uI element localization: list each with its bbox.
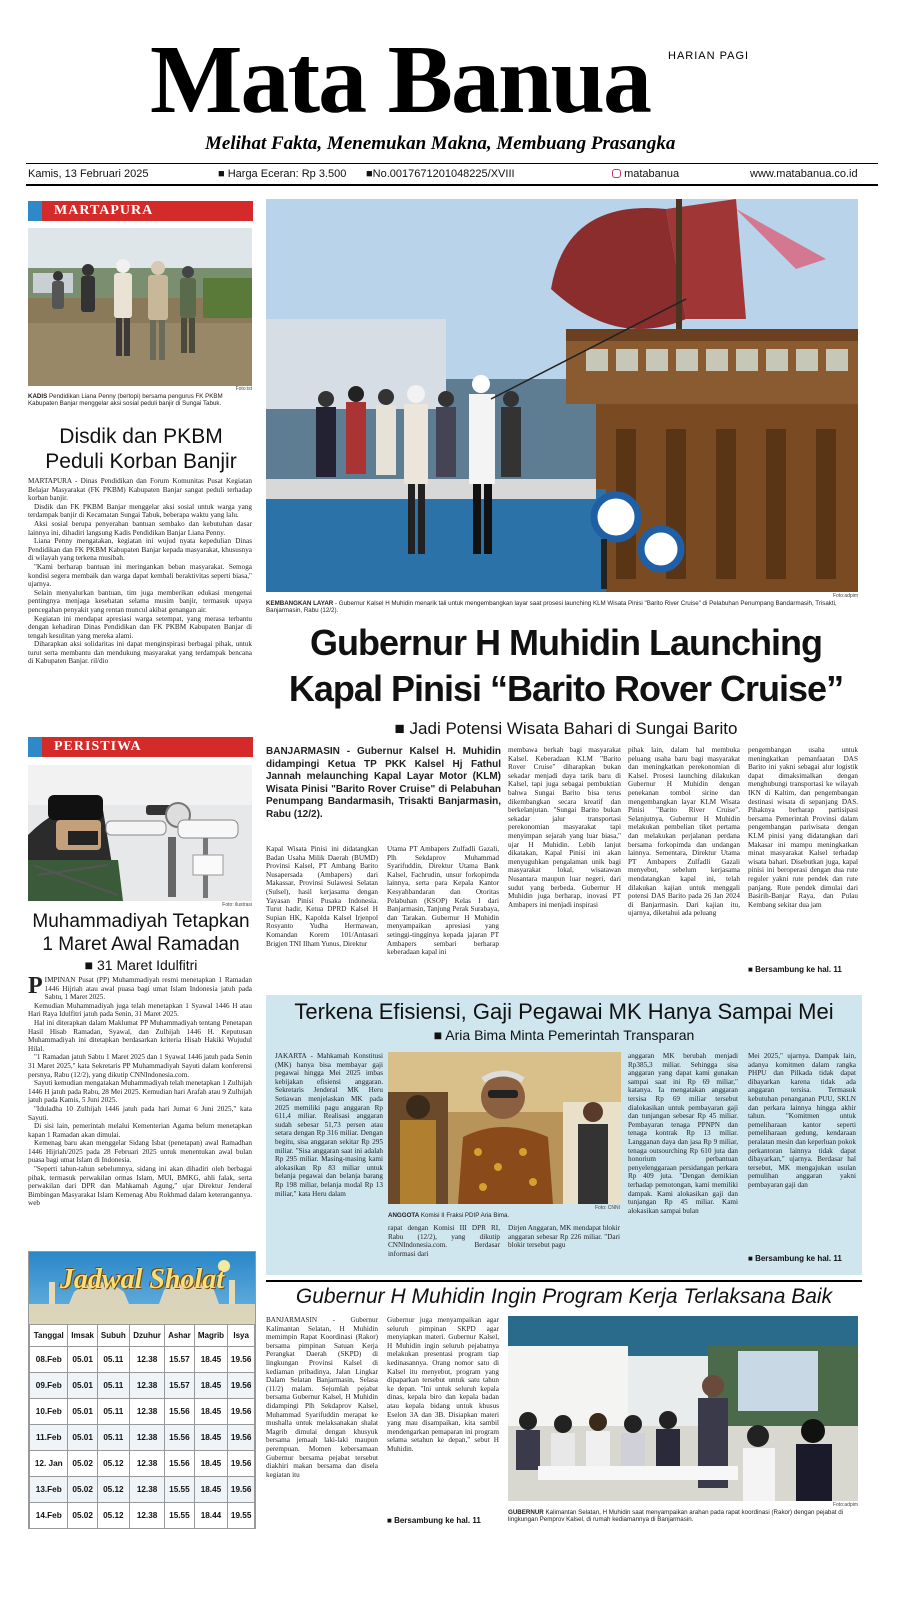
time-cell: 05.12 — [97, 1451, 129, 1477]
column-header: Magrib — [194, 1325, 228, 1347]
time-cell: 19.56 — [228, 1477, 255, 1503]
table-row — [30, 1399, 255, 1425]
subhead-text: 31 Maret Idulfitri — [96, 957, 198, 973]
date-cell: 09.Feb — [30, 1373, 68, 1399]
issue-number-label: No.0017671201048225/XVIII — [372, 168, 515, 180]
table-row — [30, 1425, 255, 1451]
section-label: PERISTIWA — [54, 739, 142, 754]
article-column: anggaran MK berubah menjadi Rp385,3 miliar. Sehingga sisa anggaran yang dapat kami gunakan sampai saat ini Rp 69 miliar," katanya. Ia mengatakan anggaran tersisa Rp 69 miliar tersebut dialokasikan untuk pembayaran gaji dan tunjangan sebesar Rp 45 miliar. Pembayaran tenaga PPNPN dan tenaga kontrak Rp 13 miliar. Langganan daya dan jasa Rp 9 miliar, tenaga outsourching Rp 610 juta dan honorium perbantuan penyelenggaraan persidangan perkara Rp 409 juta. "Dengan demikian terhadap pemotongan, kami memiliki dampak. Kami alokasikan gaji dan tunjangan Rp 45 miliar. Kami alokasikan sampai bulan — [628, 1052, 738, 1215]
time-cell: 18.45 — [194, 1373, 228, 1399]
paragraph: Kemenag baru akan menggelar Sidang Isbat (penetapan) awal Ramadhan 1446 Hijriah/2025 pada 28 Februari 2025 untuk menentukan awal bulan puasa bagi umat Islam di Indonesia. — [28, 1139, 252, 1165]
time-cell: 05.02 — [68, 1503, 97, 1529]
masthead — [0, 0, 904, 190]
table-header-row — [30, 1325, 255, 1347]
time-cell: 15.55 — [165, 1477, 194, 1503]
photo-credit: Foto: ilustrasi — [222, 902, 252, 908]
column-header: Imsak — [68, 1325, 97, 1347]
time-cell: 19.56 — [228, 1451, 255, 1477]
caption-text: Kalimantan Selatan, H Muhidin saat menyampaikan arahan pada rapat koordinasi (Rakor) dengan pejabat di lingkungan Pemprov Kalsel, di rumah kediamannya di Banjarmasin. — [508, 1509, 844, 1524]
time-cell: 19.55 — [228, 1503, 255, 1529]
aria-bima-photo — [388, 1052, 621, 1204]
paragraph: "Iduladha 10 Zulhijah 1446 jatuh pada hari Jumat 6 Juni 2025," kata Sayuti. — [28, 1104, 252, 1122]
time-cell: 05.01 — [68, 1373, 97, 1399]
paragraph: Kemudian Muhammadiyah juga telah menetapkan 1 Syawal 1446 H atau Hari Raya Idulfitri jatuh pada Senin, 31 Maret 2025. — [28, 1001, 252, 1019]
photo-credit: Foto:adpim — [832, 1502, 858, 1508]
date-cell: 13.Feb — [30, 1477, 68, 1503]
article-subhead — [266, 1027, 862, 1043]
square-icon: ■ — [366, 168, 373, 180]
column-header: Isya — [228, 1325, 255, 1347]
article-column: Dirjen Anggaran, MK mendapat blokir anggaran sebesar Rp 226 miliar. "Dari blokir tersebut pagu — [508, 1224, 620, 1250]
column-header: Subuh — [97, 1325, 129, 1347]
square-icon: ■ — [748, 1254, 753, 1263]
square-icon: ■ — [84, 957, 94, 973]
headline-line: Kapal Pinisi “Barito Rover Cruise” — [288, 668, 844, 709]
issue-date: Kamis, 13 Februari 2025 — [28, 168, 149, 180]
column-header: Ashar — [165, 1325, 194, 1347]
subhead-text: Aria Bima Minta Pemerintah Transparan — [445, 1027, 695, 1043]
article-column: BANJARMASIN - Gubernur Kalimantan Selatan, H Muhidin memimpin Rapat Koordinasi (Rakor) bersama pimpinan Satuan Kerja Perangkat Daerah (SKPD) di lingkungan Provinsi Kalsel di kediaman pribadinya, Jalan Lingkar Dalam Selatan Banjarmasin, Selasa (11/2) malam. Sejumlah pejabat bersama Gubernur Kalsel, H Muhidin didampingi Plh Sekdaprov Kalsel, Muhammad Syarifuddin merapat ke mushalla untuk melaksanakan shalat Magrib dimulai dengan khusyuk bersama jemaah laki-laki maupun perempuan. Momen kebersamaan Gubernur bersama pejabat tersebut diakhiri makan bersama dan disela kegiatan itu — [266, 1316, 378, 1479]
section-tag-peristiwa — [28, 737, 253, 757]
paragraph: Hal ini diterapkan dalam Maklumat PP Muhammadiyah tentang Penetapan Hasil Hisab Ramadan, Syawal, dan Zulhijah 1446 H. Keputusan Muhammadiyah ini ditetapkan berdasarkan kriteria Hisab Hakiki Wujudul Hilal. — [28, 1018, 252, 1053]
aria-bima-photo-art — [388, 1052, 621, 1204]
paragraph: Diharapkan aksi solidaritas ini dapat menginspirasi berbagai pihak, untuk turut serta membantu dan mendukung masyarakat yang terdampak bencana di Kabupaten Banjar. ril/dio — [28, 640, 252, 666]
article-body — [28, 477, 252, 732]
paragraph: Selain menyalurkan bantuan, tim juga memberikan edukasi mengenai pentingnya menjaga kesehatan selama musim banjir, termasuk upaya pencegahan penyakit yang rentan muncul akibat genangan air. — [28, 588, 252, 614]
continued-link[interactable] — [748, 1254, 842, 1263]
instagram-handle[interactable] — [612, 168, 679, 180]
time-cell: 15.55 — [165, 1503, 194, 1529]
price-label: Harga Eceran: Rp 3.500 — [227, 168, 347, 180]
date-cell: 10.Feb — [30, 1399, 68, 1425]
paragraph-text: IMPINAN Pusat (PP) Muhammadiyah resmi menetapkan 1 Ramadan 1446 Hijriah atau awal puasa bagi umat Islam Indonesia jatuh pada Sabtu, 1 Maret 2025. — [44, 976, 252, 1002]
paragraph: MARTAPURA - Dinas Pendidikan dan Forum Komunitas Pusat Kegiatan Belajar Masyarakat (FK PKBM) Kabupaten Banjar sangat peduli terhadap korban banjir. — [28, 477, 252, 503]
time-cell: 12.38 — [129, 1477, 164, 1503]
time-cell: 19.56 — [228, 1373, 255, 1399]
caption-lead: GUBERNUR — [508, 1509, 544, 1516]
time-cell: 15.57 — [165, 1347, 194, 1373]
article-column: membawa berkah bagi masyarakat Kalsel. Keberadaan KLM "Barito Rover Cruise" diharapkan bukan sekadar menjadi daya tarik baru di Kalsel, tapi juga sebagai pembuktian bahwa Sungai Barito bisa terus dikembangkan secara kreatif dan berkelanjutan. "Sungai Barito bukan sekadar jalur transportasi perekonomian masyarakat tapi menyimpan sejarah yang luar biasa," ujar H Muhidin. Lebih lanjut dikatakan, Kapal Pinisi ini akan menyuguhkan pengalaman unik bagi masyarakat lokal, wisatawan Nusantara maupun luar negeri, dari sudut yang berbeda. Gubernur H Muhidin juga berharap, inovasi PT Ambapers ini menjadi inspirasi — [508, 746, 621, 909]
date-cell: 11.Feb — [30, 1425, 68, 1451]
masthead-rule-top — [26, 163, 878, 164]
continued-link[interactable] — [748, 965, 842, 974]
article-headline: Terkena Efisiensi, Gaji Pegawai MK Hanya Sampai Mei — [294, 999, 834, 1024]
photo-credit: Foto:adpim — [832, 593, 858, 599]
column-header: Dzuhur — [129, 1325, 164, 1347]
paragraph: "Seperti tahun-tahun sebelumnya, sidang ini akan dihadiri oleh berbagai pihak, termasuk perwakilan ormas Islam, MUI, BMKG, ahli falak, serta perwakilan dari DPR dan Mahkamah Agung," ujar Direktur Jenderal Bimbingan Masyarakat Islam Kemenag Abu Rokhmad dalam keterangannya. web — [28, 1165, 252, 1208]
photo-caption — [266, 600, 858, 615]
pinisi-photo-art — [266, 199, 858, 592]
column-header: Tanggal — [30, 1325, 68, 1347]
caption-text: Pendidikan Liana Penny (bertopi) bersama pengurus FK PKBM Kabupaten Banjar menggelar aksi sosial peduli banjir di Sungai Tabuk. — [28, 393, 223, 408]
time-cell: 15.56 — [165, 1451, 194, 1477]
photo-caption — [28, 393, 252, 408]
time-cell: 15.56 — [165, 1399, 194, 1425]
flood-photo-art — [28, 228, 252, 386]
table-row — [30, 1477, 255, 1503]
section-label: MARTAPURA — [54, 203, 154, 218]
square-icon: ■ — [748, 965, 753, 974]
time-cell: 05.01 — [68, 1425, 97, 1451]
time-cell: 12.38 — [129, 1347, 164, 1373]
article-headline: Disdik dan PKBM Peduli Korban Banjir — [45, 425, 237, 473]
photo-credit: Foto:ist — [235, 386, 252, 392]
time-cell: 05.02 — [68, 1451, 97, 1477]
paragraph: "Kami berharap bantuan ini meringankan beban masyarakat. Semoga kondisi segera membaik dan warga dapat kembali beraktivitas seperti biasa," ujarnya. — [28, 562, 252, 589]
paragraph: Liana Penny mengatakan, kegiatan ini wujud nyata kepedulian Dinas Pendidikan dan FK PKBM Kabupaten Banjar kepada masyarakat, khususnya di wilayah yang terkena musibah. — [28, 537, 252, 563]
paragraph: "1 Ramadan jatuh Sabtu 1 Maret 2025 dan 1 Syawal 1446 jatuh pada Senin 31 Maret 2025," kata Sekretaris PP Muhammadiyah Sayuti dalam konferensi persnya, Rabu (12/2), yang dikutip CNNIndonesia.com. — [28, 1053, 252, 1079]
time-cell: 19.56 — [228, 1399, 255, 1425]
article-column: Utama PT Ambapers Zulfadli Gazali, Plh Sekdaprov Muhammad Syarifuddin, Direktur Utama Bank Kalsel, Fachrudin, unsur forkopimda lainnya, serta para Kepala Kantor Kesyahbandaran dan Otoritas Pelabuhan (KSOP) Kelas I dari Banjarmasin, Tanjung Perak Surabaya, dan Tarakan. Gubernur H Muhidin menyampaikan apresiasi yang setinggi-tingginya kepada jajaran PT Ambapers sembari berharap keberadaan kapal ini — [387, 845, 499, 957]
article-column: pengembangan usaha untuk meningkatkan pemanfaatan DAS Barito ini yakni sebagai alur logistik dapat dimaksimalkan dengan menghubungi transportasi ke wilayah IKN di Kaltim, dan pengembangan destinasi wisata di sepanjang DAS. Pihaknya berharap partisipasi bersama Pemerintah Provinsi dalam pengembangan pariwisata dengan KLM pinisi yang didatangkan dari Makasar ini mampu meningkatkan minat masyarakat Kalsel terhadap wisata bahari. Disebutkan juga, kapal pinisi ini beroperasi dengan dua rute reguler yakni rute pendek dan rute panjang. Rute pendek dimulai dari Basirih-Banjar Raya, dan Pulau Kembang sekitar dua jam — [748, 746, 858, 909]
time-cell: 18.45 — [194, 1399, 228, 1425]
newspaper-title: Mata Banua — [150, 26, 651, 134]
time-cell: 12.38 — [129, 1503, 164, 1529]
continued-label: Bersambung ke hal. 11 — [755, 1254, 842, 1263]
article-body — [28, 976, 252, 1244]
date-cell: 12. Jan — [30, 1451, 68, 1477]
prayer-schedule-banner — [29, 1252, 255, 1324]
time-cell: 18.45 — [194, 1425, 228, 1451]
instagram-label: matabanua — [624, 168, 680, 180]
edition-label: HARIAN PAGI — [668, 50, 750, 62]
article-lead: BANJARMASIN - Gubernur Kalsel H. Muhidin didampingi Ketua TP PKK Kalsel Hj Fathul Jannah melaunching Kapal Layar Motor (KLM) Wisata Pinisi "Barito Rover Cruise" di Pelabuhan Penumpang Bandarmasih, Trisakti Banjarmasin, Rabu (12/2). — [266, 746, 501, 820]
section-tag-martapura — [28, 201, 253, 221]
time-cell: 15.57 — [165, 1373, 194, 1399]
caption-lead: KEMBANGKAN LAYAR — [266, 600, 334, 607]
paragraph: Disdik dan FK PKBM Banjar menggelar aksi sosial untuk warga yang terdampak banjir di Kecamatan Sungai Tabuk, beberapa waktu yang lalu. — [28, 502, 252, 520]
program-story-box — [266, 1280, 862, 1282]
time-cell: 18.45 — [194, 1451, 228, 1477]
telescope-photo — [28, 765, 252, 901]
time-cell: 05.11 — [97, 1373, 129, 1399]
time-cell: 18.45 — [194, 1347, 228, 1373]
article-subhead — [28, 957, 254, 973]
table-row — [30, 1503, 255, 1529]
table-row — [30, 1373, 255, 1399]
time-cell: 05.01 — [68, 1347, 97, 1373]
time-cell: 12.38 — [129, 1451, 164, 1477]
rakor-meeting-photo — [508, 1316, 858, 1501]
article-column: rapat dengan Komisi III DPR RI, Rabu (12/2), yang dikutip CNNIndonesia.com. Berdasar informasi dari — [388, 1224, 500, 1258]
subhead-text: Jadi Potensi Wisata Bahari di Sungai Barito — [409, 719, 738, 738]
time-cell: 19.56 — [228, 1347, 255, 1373]
date-cell: 08.Feb — [30, 1347, 68, 1373]
time-cell: 05.11 — [97, 1399, 129, 1425]
drop-cap: P — [28, 976, 43, 999]
pinisi-launch-photo — [266, 199, 858, 592]
photo-caption — [388, 1212, 621, 1219]
section-tag-accent — [28, 201, 42, 221]
masthead-rule-bottom — [26, 184, 878, 186]
time-cell: 05.11 — [97, 1347, 129, 1373]
prayer-time-table — [29, 1324, 255, 1529]
time-cell: 05.12 — [97, 1477, 129, 1503]
date-cell: 14.Feb — [30, 1503, 68, 1529]
time-cell: 05.12 — [97, 1503, 129, 1529]
time-cell: 12.38 — [129, 1399, 164, 1425]
article-column: Kapal Wisata Pinisi ini didatangkan Badan Usaha Milik Daerah (BUMD) Provinsi Kalsel, PT Ambang Barito Nusapersada (Ambapers) dari Makassar, Provinsi Sulawesi Selatan (Sulsel), hasil kerjasama dengan Yayasan Pinisi Pusaka Indonesia. Turut hadir, Ketua DPRD Kalsel H Supian HK, Kapolda Kalsel Irjenpol Rosyanto Yudha Hermawan, Komandan Korem 101/Antasari Brigjen TNI Ilham Yunus, Direktur — [266, 845, 378, 948]
article-headline: Gubernur H Muhidin Ingin Program Kerja Terlaksana Baik — [295, 1285, 833, 1308]
square-icon: ■ — [433, 1027, 443, 1043]
issue-number — [366, 168, 515, 180]
table-row — [30, 1347, 255, 1373]
section-tag-accent — [28, 737, 42, 757]
article-headline: Muhammadiyah Tetapkan 1 Maret Awal Ramadan — [32, 911, 250, 955]
paragraph: Aksi sosial berupa penyerahan bantuan sembako dan kebutuhan dasar lainnya ini, dihadiri langsung Kadis Pendidikan Banjar Liana Penny. — [28, 519, 252, 537]
rakor-photo-art — [508, 1316, 858, 1501]
time-cell: 05.11 — [97, 1425, 129, 1451]
time-cell: 18.44 — [194, 1503, 228, 1529]
article-headline — [266, 620, 866, 712]
website-link[interactable]: www.matabanua.co.id — [750, 168, 858, 180]
continued-label: Bersambung ke hal. 11 — [394, 1516, 481, 1525]
caption-text: Komisi II Fraksi PDIP Aria Bima. — [420, 1212, 510, 1219]
article-column: Gubernur juga menyampaikan agar seluruh pimpinan SKPD agar menyiapkan materi. Gubernur Kalsel, H Muhidin ingin seluruh pejabatnya melakukan presentasi program tiap kedinasannya. Orang nomor satu di Kalsel itu menyebut, program yang dipaparkan tersebut untuk satu tahun ke depan. "Ini untuk seluruh kepala dinas, kepala biro dan kepala badan atau kepala bidang untuk khusus Eselon 3A dan 3B. Disiapkan materi yang mau disampaikan, kita sambil mendengarkan pemaparan ini program selama setahun ke depan," sebut H Muhidin. — [387, 1316, 499, 1453]
tagline: Melihat Fakta, Menemukan Makna, Membuang Prasangka — [205, 133, 676, 154]
paragraph: Sayuti kemudian mengatakan Muhammadiyah telah menetapkan 1 Zulhijah 1446 H jatuh pada Rabu, 28 Mei 2025. Kemudian hari Arafah atau 9 Zulhijah jatuh pada Kamis, 5 Juni 2025. — [28, 1079, 252, 1105]
caption-lead: KADIS — [28, 393, 48, 400]
time-cell: 05.01 — [68, 1399, 97, 1425]
telescope-photo-art — [28, 765, 252, 901]
time-cell: 15.56 — [165, 1425, 194, 1451]
photo-caption — [508, 1509, 858, 1524]
continued-label: Bersambung ke hal. 11 — [755, 965, 842, 974]
paragraph: Kegiatan ini mendapat apresiasi warga setempat, yang merasa terbantu dengan kehadiran Dinas Pendidikan dan FK PKBM Kabupaten Banjar di tengah kesulitan yang mereka alami. — [28, 614, 252, 640]
time-cell: 19.56 — [228, 1425, 255, 1451]
square-icon: ■ — [387, 1516, 392, 1525]
caption-text: - Gubernur Kalsel H Muhidin menarik tali untuk mengembangkan layar saat prosesi launching KLM Wisata Pinisi "Barito River Cruise" di Pelabuhan Penumpang Bandarmasih, Trisakti, Banjarmasin, Rabu (12/2). — [266, 600, 837, 615]
square-icon: ■ — [394, 719, 405, 738]
time-cell: 18.45 — [194, 1477, 228, 1503]
article-column: JAKARTA - Mahkamah Konstitusi (MK) hanya bisa membayar gaji pegawai hingga Mei 2025 imbas kebijakan efisiensi anggaran. Sekretaris Jenderal MK Heru Setiawan menjelaskan MK pada 2025 memiliki pagu anggaran Rp 611,4 miliar. Realisasi anggaran sudah sebesar 51,73 persen atau setara dengan Rp 316 miliar. Dengan begitu, sisa anggaran sekitar Rp 295 miliar. "Sisa anggaran saat ini adalah Rp 295 miliar. Masing-masing kami alokasikan Rp 83 miliar untuk belanja pegawai dan belanja barang Rp 198 miliar, belanja modal Rp 13 miliar," kata Heru dalam — [275, 1052, 383, 1198]
headline-line: Gubernur H Muhidin Launching — [310, 622, 822, 663]
time-cell: 12.38 — [129, 1425, 164, 1451]
time-cell: 05.02 — [68, 1477, 97, 1503]
flood-relief-photo — [28, 228, 252, 386]
prayer-schedule — [28, 1251, 256, 1529]
time-cell: 12.38 — [129, 1373, 164, 1399]
continued-link[interactable] — [387, 1516, 481, 1525]
paragraph — [28, 976, 252, 1002]
paragraph: Di sisi lain, pemerintah melalui Kementerian Agama belum menetapkan kapan 1 Ramadan akan dimulai. — [28, 1122, 252, 1139]
square-icon: ■ — [218, 168, 225, 180]
table-row — [30, 1451, 255, 1477]
article-subhead — [266, 719, 866, 739]
instagram-icon — [612, 169, 621, 178]
caption-lead: ANGGOTA — [388, 1212, 420, 1219]
prayer-schedule-title: Jadwal Sholat — [59, 1264, 225, 1295]
photo-credit: Foto: CNNI — [594, 1205, 620, 1211]
article-column: Mei 2025," ujarnya. Dampak lain, adanya komitmen dalam rangka PHPU dan Pilkada tidak dapat dibayarkan karena tidak ada anggaran tersisa. Termasuk kebutuhan penanganan PUU, SKLN dan perkara lainnya hingga akhir tahun. "Komitmen untuk pemeliharaan kantor seperti pemeliharaan gedung, kendaraan peralatan mesin dan keperluan pokok perkantoran lainnya tidak dapat dibayarkan," ujarnya. Berdasar hal tersebut, MK mengajukan usulan pemulihan anggaran yakni pembayaran gaji dan — [748, 1052, 856, 1189]
article-column: pihak lain, dalam hal membuka peluang usaha baru bagi masyarakat dan meningkatkan perekonomian di Kalsel. Prosesi launching dilakukan Gubernur H Muhidin dengan penekanan tombol sirine dan mengembangkan layar KLM Wisata Pinisi "Barito River Cruise". Selanjutnya, Gubernur H Muhidin melakukan pembelian tiket pertama dan melakukan perjalanan perdana bersama forkopimda dan undangan lainnya. Sementara, Direktur Utama PT Ambapers Zulfadli Gazali menyebut, sebelum kerjasama mendatangkan kapal ini, telah dilakukan kajian untuk menggali potensi DAS Barito pada 26 Jan 2024 di Banjarmasin. Dari kajian itu, ujarnya, diketahui ada peluang — [628, 746, 740, 918]
price-info — [218, 168, 346, 180]
